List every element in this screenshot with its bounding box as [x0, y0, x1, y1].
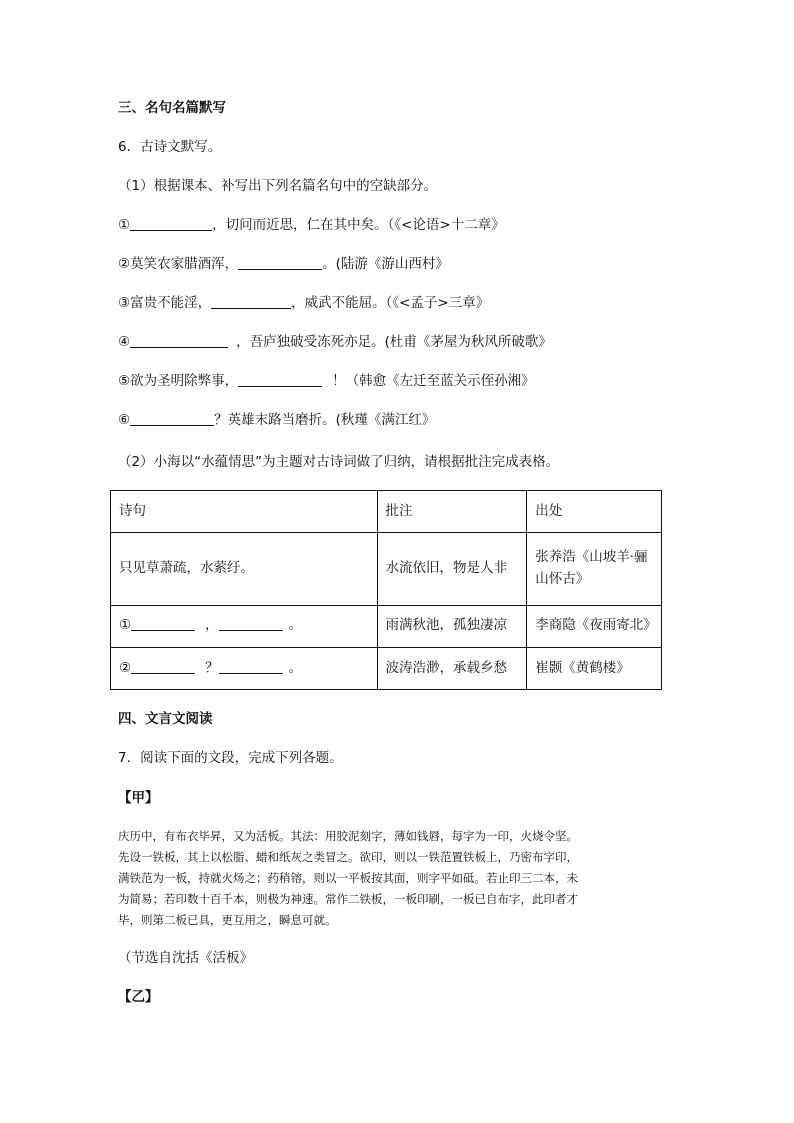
- fill-item-4: [118, 336, 552, 350]
- classical-passage: [118, 826, 678, 931]
- answer-blank[interactable]: [219, 629, 283, 631]
- passage-line: 为简易；若印数十百千本，则极为神速。常作二铁板，一板印刷，一板已自布字，此印者才: [118, 892, 578, 906]
- answer-blank[interactable]: [130, 229, 212, 231]
- question-6-part-1: （1）根据课本、补写出下列名篇名句中的空缺部分。: [118, 178, 438, 194]
- answer-blank[interactable]: [130, 346, 228, 348]
- item-text: ③富贵不能淫，: [118, 295, 212, 311]
- item-text: ？英雄末路当磨折。(秋瑾《满江红》: [214, 412, 436, 428]
- table-row: [111, 647, 662, 689]
- question-7-title: 7．阅读下面的文段，完成下列各题。: [118, 750, 343, 766]
- item-number: ②: [119, 659, 132, 676]
- source-line: 张养浩《山坡羊·骊: [535, 549, 648, 566]
- poem-table: [110, 490, 662, 690]
- answer-blank[interactable]: [238, 385, 322, 387]
- poem-cell: 只见草萧疏，水萦纡。: [111, 533, 378, 605]
- item-text: ，威武不能屈。（《<孟子>三章》: [291, 295, 490, 311]
- punctuation: 。: [288, 617, 303, 634]
- passage-source: （节选自沈括《活板》: [118, 950, 253, 966]
- table-row: [111, 605, 662, 647]
- item-text: ②莫笑农家腊酒浑，: [118, 256, 239, 272]
- note-cell: 波涛浩渺，承载乡愁: [377, 647, 527, 689]
- item-text: ，吾庐独破受冻死亦足。(杜甫《茅屋为秋风所破歌》: [236, 334, 552, 350]
- note-cell: 雨满秋池，孤独凄凉: [377, 605, 527, 647]
- source-line: 山怀古》: [535, 570, 590, 587]
- item-text: ，切问而近思，仁在其中矣。（《<论语>十二章》: [212, 217, 505, 233]
- table-header-cell: 出处: [527, 491, 662, 533]
- source-cell: 崔颢《黄鹤楼》: [527, 647, 662, 689]
- answer-blank[interactable]: [211, 307, 291, 309]
- answer-blank[interactable]: [219, 672, 283, 674]
- question-6-title: 6．古诗文默写。: [118, 139, 222, 155]
- table-header-cell: 批注: [377, 491, 527, 533]
- item-number: ⑥: [118, 412, 131, 428]
- section-title-3: 三、名句名篇默写: [118, 100, 226, 116]
- punctuation: 。: [288, 659, 303, 676]
- fill-item-3: [118, 297, 489, 311]
- item-number: ④: [118, 334, 131, 350]
- item-text: 。(陆游《游山西村》: [322, 256, 449, 272]
- answer-blank[interactable]: [131, 672, 195, 674]
- passage-line: 毕，则第二板已具，更互用之，瞬息可就。: [118, 913, 337, 927]
- table-header-row: [111, 491, 662, 533]
- passage-line: 满铁范为一板，持就火炀之；药稍镕，则以一平板按其面，则字平如砥。若止印三二本，未: [118, 871, 578, 885]
- table-header-cell: 诗句: [111, 491, 378, 533]
- question-6-part-2: （2）小海以“水蕴情思”为主题对古诗词做了归纳，请根据批注完成表格。: [118, 454, 560, 470]
- poem-cell: [111, 647, 378, 689]
- source-cell: 李商隐《夜雨寄北》: [527, 605, 662, 647]
- item-text: ！（韩愈《左迁至蓝关示侄孙湘》: [332, 373, 535, 389]
- poem-cell: [111, 605, 378, 647]
- table-row: [111, 533, 662, 605]
- fill-item-2: [118, 258, 449, 272]
- passage-line: 庆历中，有布衣毕昇，又为活板。其法：用胶泥刻字，薄如钱唇，每字为一印，火烧令坚。: [118, 829, 578, 843]
- section-title-4: 四、文言文阅读: [118, 711, 213, 727]
- fill-item-5: [118, 375, 535, 389]
- punctuation: ？: [205, 659, 219, 676]
- source-cell: [527, 533, 662, 605]
- item-number: ①: [118, 217, 131, 233]
- answer-blank[interactable]: [238, 268, 322, 270]
- fill-item-1: [118, 219, 505, 233]
- fill-item-6: [118, 414, 435, 428]
- answer-blank[interactable]: [131, 629, 195, 631]
- item-number: ①: [119, 617, 132, 634]
- passage-label-jia: 【甲】: [118, 790, 159, 806]
- passage-line: 先设一铁板，其上以松脂、蜡和纸灰之类冒之。欲印，则以一铁范置铁板上，乃密布字印，: [118, 850, 578, 864]
- answer-blank[interactable]: [130, 424, 214, 426]
- note-cell: 水流依旧，物是人非: [377, 533, 527, 605]
- item-text: ⑤欲为圣明除弊事，: [118, 373, 239, 389]
- passage-label-yi: 【乙】: [118, 989, 159, 1005]
- punctuation: ，: [205, 617, 219, 634]
